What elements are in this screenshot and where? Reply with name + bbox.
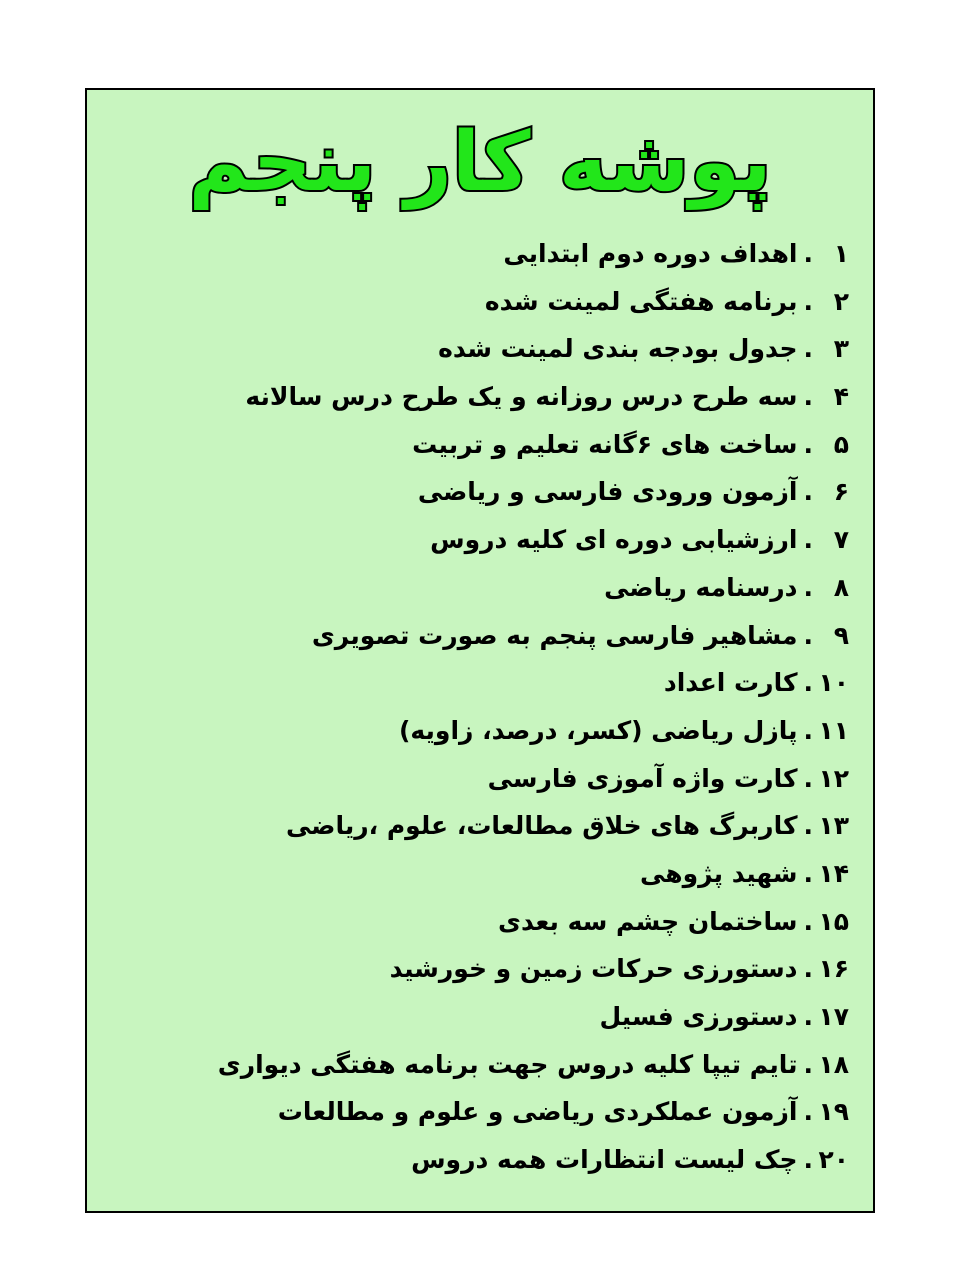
list-item: ۱۳.کاربرگ های خلاق مطالعات، علوم ،ریاضی: [104, 802, 849, 850]
item-text: برنامه هفتگی لمینت شده: [484, 286, 798, 316]
item-text: ارزشیابی دوره ای کلیه دروس: [430, 525, 798, 555]
item-text: تایم تیپا کلیه دروس جهت برنامه هفتگی دیواری: [217, 1049, 798, 1079]
list-item: ۱۱.پازل ریاضی (کسر، درصد، زاویه): [104, 707, 849, 755]
item-number: ۱۰: [818, 668, 849, 698]
item-text: اهداف دوره دوم ابتدایی: [503, 239, 798, 268]
list-item: ۷.ارزشیابی دوره ای کلیه دروس: [104, 516, 849, 564]
list-item: ۱۶.دستورزی حرکات زمین و خورشید: [104, 945, 849, 993]
item-text: آزمون ورودی فارسی و ریاضی: [417, 477, 798, 507]
list-item: ۱.اهداف دوره دوم ابتدایی: [104, 230, 849, 278]
item-text: جدول بودجه بندی لمینت شده: [438, 334, 798, 364]
item-number: ۱۱: [818, 715, 849, 745]
item-text: دستورزی فسیل: [599, 1002, 798, 1031]
item-text: کارت اعداد: [663, 668, 798, 698]
item-text: چک لیست انتظارات همه دروس: [411, 1145, 798, 1175]
list-item: ۵.ساخت های ۶گانه تعلیم و تربیت: [104, 421, 849, 469]
item-number: ۲۰: [818, 1145, 849, 1175]
item-text: مشاهیر فارسی پنجم به صورت تصویری: [311, 620, 798, 650]
content-card: [85, 88, 875, 1213]
item-text: پازل ریاضی (کسر، درصد، زاویه): [398, 715, 798, 745]
item-number: ۱۶: [818, 954, 849, 984]
item-number: ۶: [833, 477, 849, 507]
item-number: ۵: [833, 429, 849, 459]
list-item: ۱۰.کارت اعداد: [104, 659, 849, 707]
item-number: ۱۴: [818, 858, 849, 888]
item-number: ۱۹: [818, 1097, 849, 1127]
item-list: [104, 230, 849, 1184]
item-number: ۱: [833, 239, 849, 268]
page-title: پوشه کار پنجم: [188, 115, 772, 210]
item-text: درسنامه ریاضی: [604, 572, 798, 602]
item-text: شهید پژوهی: [639, 858, 798, 888]
item-number: ۲: [833, 286, 849, 316]
list-item: ۱۲.کارت واژه آموزی فارسی: [104, 755, 849, 803]
list-item: ۱۸.تایم تیپا کلیه دروس جهت برنامه هفتگی دیواری: [104, 1041, 849, 1089]
item-number: ۳: [833, 334, 849, 364]
list-item: ۱۹.آزمون عملکردی ریاضی و علوم و مطالعات: [104, 1088, 849, 1136]
item-number: ۱۷: [818, 1002, 849, 1031]
list-item: ۱۷.دستورزی فسیل: [104, 993, 849, 1041]
item-number: ۱۵: [818, 906, 849, 936]
list-item: ۲.برنامه هفتگی لمینت شده: [104, 278, 849, 326]
list-item: ۳.جدول بودجه بندی لمینت شده: [104, 325, 849, 373]
list-item: ۱۵.ساختمان چشم سه بعدی: [104, 898, 849, 946]
item-text: کارت واژه آموزی فارسی: [487, 763, 798, 793]
item-number: ۱۳: [818, 811, 849, 841]
list-item: ۹.مشاهیر فارسی پنجم به صورت تصویری: [104, 612, 849, 660]
item-text: دستورزی حرکات زمین و خورشید: [389, 954, 798, 984]
list-item: ۸.درسنامه ریاضی: [104, 564, 849, 612]
item-text: آزمون عملکردی ریاضی و علوم و مطالعات: [277, 1097, 798, 1127]
item-text: ساختمان چشم سه بعدی: [498, 906, 798, 936]
list-item: ۴.سه طرح درس روزانه و یک طرح درس سالانه: [104, 373, 849, 421]
list-item: ۱۴.شهید پژوهی: [104, 850, 849, 898]
list-item: ۲۰.چک لیست انتظارات همه دروس: [104, 1136, 849, 1184]
item-text: ساخت های ۶گانه تعلیم و تربیت: [412, 429, 798, 459]
list-item: ۶.آزمون ورودی فارسی و ریاضی: [104, 468, 849, 516]
item-text: کاربرگ های خلاق مطالعات، علوم ،ریاضی: [286, 811, 798, 841]
item-number: ۷: [833, 525, 849, 555]
item-number: ۱۸: [818, 1049, 849, 1079]
item-text: سه طرح درس روزانه و یک طرح درس سالانه: [245, 382, 798, 412]
item-number: ۸: [833, 572, 849, 602]
item-number: ۹: [833, 620, 849, 650]
item-number: ۱۲: [818, 763, 849, 793]
item-number: ۴: [833, 382, 849, 412]
